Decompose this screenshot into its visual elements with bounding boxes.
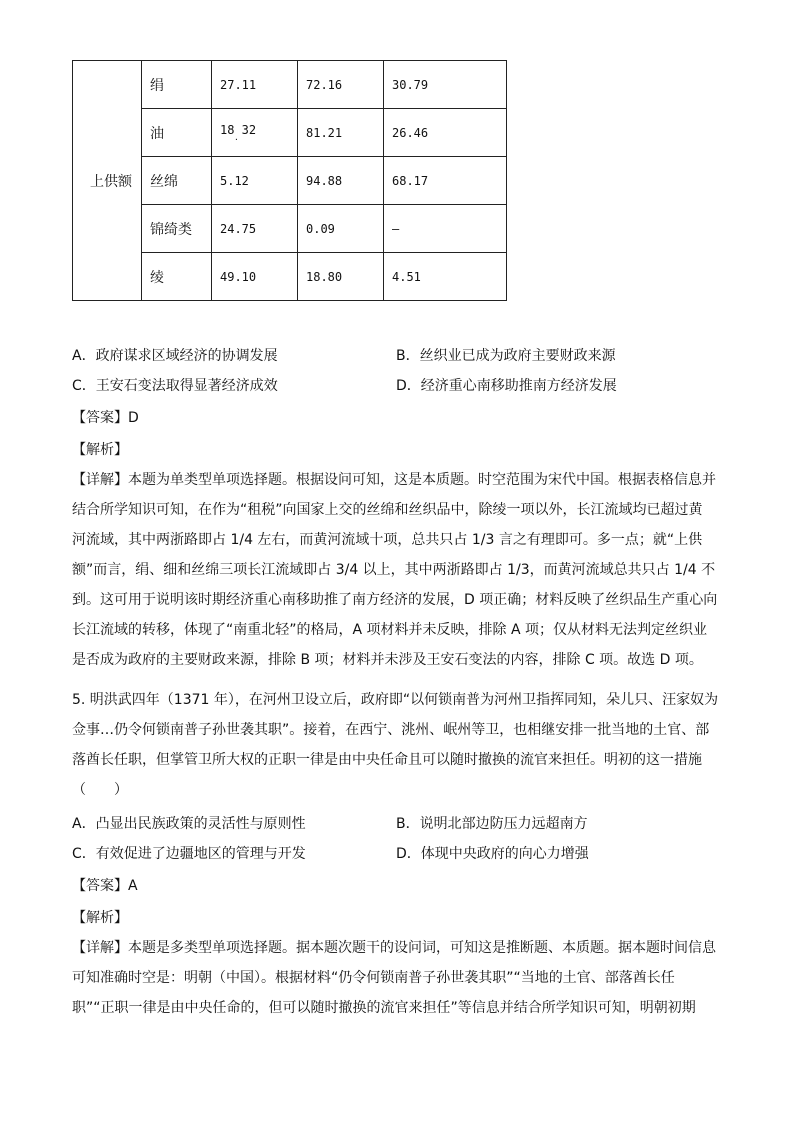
value-cell: 27.11 — [212, 61, 298, 109]
value-cell: 81.21 — [298, 109, 384, 157]
q5-stem-line: 5. 明洪武四年（1371 年），在河州卫设立后，政府即“以何锁南普为河州卫指挥同知，朵儿只、汪家奴为 — [72, 692, 719, 708]
q5-stem-line: 落酋长任职，但掌管卫所大权的正职一律是由中央任命且可以随时撤换的流官来担任。明初的这一措施 — [72, 752, 702, 768]
item-cell: 油 — [142, 109, 212, 157]
tribute-table — [72, 60, 507, 301]
value-mark: · — [234, 134, 239, 144]
q4-detail-line: 额”而言，绢、细和丝绵三项长江流域即占 3/4 以上，其中两浙路即占 1/3，而黄河流域总共只占 1/4 不 — [72, 562, 716, 578]
value-cell: 0.09 — [298, 205, 384, 253]
q4-detail-line: 是否成为政府的主要财政来源，排除 B 项；材料并未涉及王安石变法的内容，排除 C 项。故选 D 项。 — [72, 652, 703, 668]
q5-answer — [72, 875, 722, 895]
table-row — [73, 61, 507, 109]
value-cell: 94.88 — [298, 157, 384, 205]
value-cell: 4.51 — [384, 253, 507, 301]
item-cell: 丝绵 — [142, 157, 212, 205]
q4-option-d[interactable]: D．经济重心南移助推南方经济发展 — [396, 378, 617, 394]
value-cell: 30.79 — [384, 61, 507, 109]
q5-analysis-label: 【解析】 — [72, 910, 128, 926]
answer-value: D — [128, 410, 139, 426]
q5-detail-line: 可知准确时空是：明朝（中国）。根据材料“仍令何锁南普子孙世袭其职”“当地的土官、部落酋长任 — [72, 970, 675, 986]
value-cell: 5.12 — [212, 157, 298, 205]
q4-option-b[interactable]: B．丝织业已成为政府主要财政来源 — [396, 348, 616, 364]
value-cell: 68.17 — [384, 157, 507, 205]
q5-detail-line: 职”“正职一律是由中央任命的，但可以随时撤换的流官来担任”等信息并结合所学知识可知，明朝初期 — [72, 1000, 696, 1016]
value-cell: 72.16 — [298, 61, 384, 109]
value-text: 18 32 — [220, 122, 257, 137]
value-cell: 26.46 — [384, 109, 507, 157]
item-cell: 绢 — [142, 61, 212, 109]
q5-stem-line: 佥事…仍令何锁南普子孙世袭其职”。接着，在西宁、洮州、岷州等卫，也相继安排一批当地的土官、部 — [72, 722, 710, 738]
answer-label: 【答案】 — [72, 878, 128, 894]
q4-answer — [72, 407, 722, 427]
q4-detail-line: 到。这可用于说明该时期经济重心南移助推了南方经济的发展，D 项正确；材料反映了丝织品生产重心向 — [72, 592, 718, 608]
q4-option-a[interactable]: A．政府谋求区域经济的协调发展 — [72, 348, 278, 364]
row-header-cell: 上供额 — [73, 61, 142, 301]
value-cell — [212, 109, 298, 157]
item-cell: 绫 — [142, 253, 212, 301]
q5-option-a[interactable]: A．凸显出民族政策的灵活性与原则性 — [72, 816, 306, 832]
answer-label: 【答案】 — [72, 410, 128, 426]
q5-option-d[interactable]: D．体现中央政府的向心力增强 — [396, 846, 589, 862]
value-cell: 49.10 — [212, 253, 298, 301]
answer-value: A — [128, 878, 138, 894]
value-cell: 18.80 — [298, 253, 384, 301]
q5-option-c[interactable]: C．有效促进了边疆地区的管理与开发 — [72, 846, 306, 862]
q5-option-b[interactable]: B．说明北部边防压力远超南方 — [396, 816, 588, 832]
q4-detail-line: 河流域，其中两浙路即占 1/4 左右，而黄河流域十项，总共只占 1/3 言之有理即可。多一点；就“上供 — [72, 532, 703, 548]
value-cell: — — [384, 205, 507, 253]
value-cell: 24.75 — [212, 205, 298, 253]
q5-detail-line: 【详解】本题是多类型单项选择题。据本题次题干的设问词，可知这是推断题、本质题。据本题时间信息 — [72, 940, 716, 956]
q5-answer-bracket: （ ） — [72, 782, 128, 798]
q4-detail-line: 长江流域的转移，体现了“南重北轻”的格局，A 项材料并未反映，排除 A 项；仅从材料无法判定丝织业 — [72, 622, 708, 638]
q4-detail-line: 【详解】本题为单类型单项选择题。根据设问可知，这是本质题。时空范围为宋代中国。根据表格信息并 — [72, 472, 716, 488]
item-cell: 锦绮类 — [142, 205, 212, 253]
q4-option-c[interactable]: C．王安石变法取得显著经济成效 — [72, 378, 278, 394]
q4-detail-line: 结合所学知识可知，在作为“租税”向国家上交的丝绵和丝织品中，除绫一项以外，长江流域均已超过黄 — [72, 502, 703, 518]
q5-options — [72, 813, 732, 873]
q4-options — [72, 345, 732, 405]
q4-analysis-label: 【解析】 — [72, 442, 128, 458]
